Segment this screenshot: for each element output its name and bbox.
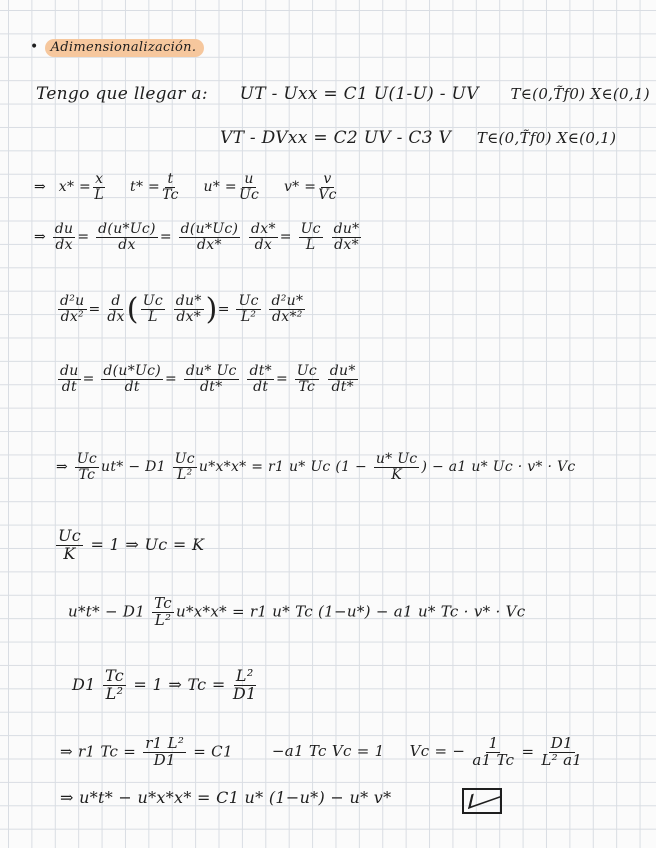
den: dx (55, 236, 73, 253)
fraction (541, 736, 582, 769)
arrow-icon: ⇒ (60, 788, 74, 807)
num: D1 (550, 734, 573, 752)
fraction (249, 222, 278, 252)
num: du* (175, 293, 202, 310)
num: 1 (488, 734, 499, 752)
nondim-equation (68, 596, 525, 629)
equation-u-domain: T∈(0,T̃f0) X∈(0,1) (510, 85, 650, 103)
arrow-icon: ⇒ (60, 742, 73, 761)
num: Uc (142, 293, 164, 310)
fraction (179, 222, 241, 252)
num: d(u*Uc) (98, 221, 156, 237)
den: dx (107, 309, 125, 325)
den: Tc (298, 378, 316, 395)
num: L² (235, 666, 254, 685)
intro-line-1 (36, 84, 650, 104)
u-num: u (244, 171, 254, 187)
term: = (521, 742, 535, 761)
den: dx* (334, 236, 359, 253)
num: d²u* (271, 293, 304, 310)
den: L² (176, 466, 193, 483)
num: r1 L² (145, 734, 185, 752)
term: u*x*x* = r1 u* Uc (1 − (198, 459, 368, 476)
fraction (107, 294, 124, 324)
den: dx* (176, 309, 202, 325)
v-den: Vc (318, 186, 337, 203)
fraction (141, 294, 165, 324)
den: dx (118, 236, 136, 253)
fraction (56, 528, 83, 563)
den: L² (105, 683, 124, 703)
num: dt* (249, 363, 272, 379)
den: L² (240, 309, 257, 325)
fraction (143, 736, 186, 769)
den: dt (61, 378, 77, 395)
constants-line (60, 736, 584, 769)
num: u* Uc (375, 451, 418, 467)
term: ) − a1 u* Uc · v* · Vc (421, 459, 576, 476)
num: Tc (105, 666, 124, 685)
num: Tc (154, 594, 172, 612)
x-star-label: x* = (58, 179, 92, 196)
term: = C1 (193, 742, 233, 761)
intro-prefix: Tengo que llegar a: (36, 84, 208, 104)
u-star-fraction (239, 172, 259, 202)
fraction (328, 364, 358, 394)
num: Uc (238, 293, 259, 310)
num: du (54, 221, 74, 237)
den: K (63, 543, 76, 563)
fraction (374, 452, 420, 482)
substituted-equation (56, 452, 576, 482)
final-equation (60, 788, 391, 807)
den: dx*² (272, 309, 303, 325)
fraction (174, 294, 204, 324)
term: u*t* − D1 (68, 602, 146, 621)
num: Uc (58, 526, 82, 545)
fraction (332, 222, 362, 252)
num: d²u (60, 293, 85, 310)
second-derivative: $\frac{\text{d²u}}{\text{dx²}}$ = $\frac{d}{dx}$ ( $\frac{Uc}{L}$ $\frac{du*}{dx*}$ )= $\frac{Uc}{\text{L²}}$ $\frac{\text{d²u*}}{\text{dx*²}}$ (60, 292, 304, 327)
tc-condition (72, 668, 259, 703)
x-star-fraction (93, 172, 105, 202)
den: D1 (232, 683, 257, 703)
fraction (233, 668, 257, 703)
time-derivative: $\frac{du}{dt}$ = $\frac{d(u*Uc)}{dt}$ = $\frac{du* Uc}{dt*}$ $\frac{dt*}{dt}$ = $\frac{Uc}{Tc}$ $\frac{du*}{dt*}$ (60, 363, 356, 395)
fraction (295, 364, 319, 394)
page-title: Adimensionalización. (45, 39, 205, 57)
fraction (75, 452, 99, 482)
term: Vc = − (409, 742, 466, 761)
fraction (101, 364, 163, 394)
num: du* Uc (185, 363, 237, 379)
equation-u: UT - Uxx = C1 U(1-U) - UV (239, 84, 479, 104)
right-paren: ) (205, 292, 218, 327)
den: D1 (153, 750, 176, 769)
fraction (53, 222, 76, 252)
fraction (269, 294, 305, 324)
term: = 1 ⇒ Tc = (133, 674, 226, 694)
fraction (299, 222, 323, 252)
fraction (103, 668, 126, 703)
u-star-label: u* = (203, 179, 237, 196)
variable-definitions (34, 172, 339, 202)
u-den: Uc (238, 186, 260, 203)
fraction (173, 452, 197, 482)
num: d(u*Uc) (103, 363, 162, 379)
den: L² a1 (541, 750, 583, 769)
den: dx* (197, 236, 222, 253)
fraction (96, 222, 158, 252)
uc-condition (54, 528, 204, 563)
den: dt* (200, 378, 223, 395)
den: a1 Tc (472, 750, 515, 769)
term: ut* − D1 (101, 459, 166, 476)
term: u*x*x* = r1 u* Tc (1−u*) − a1 u* Tc · v* · Vc (176, 602, 526, 621)
equation-v: VT - DVxx = C2 UV - C3 V (220, 128, 452, 148)
term: r1 Tc = (77, 742, 137, 761)
equation-v-domain: T∈(0,T̃f0) X∈(0,1) (476, 129, 617, 147)
fraction (472, 736, 514, 769)
v-star-label: v* = (283, 179, 317, 196)
left-paren: ( (126, 292, 139, 327)
fraction (247, 364, 274, 394)
num: dx* (251, 221, 276, 237)
term: = 1 ⇒ Uc = K (90, 534, 205, 554)
x-num: x (95, 171, 104, 187)
bullet-icon: • (30, 39, 39, 55)
num: du* (333, 221, 360, 237)
num: du (60, 363, 79, 379)
arrow-icon: ⇒ (34, 229, 47, 246)
fraction (152, 596, 174, 629)
num: Uc (296, 363, 317, 379)
num: d (111, 293, 121, 310)
num: Uc (174, 451, 195, 467)
num: Uc (300, 221, 321, 237)
intro-line-2 (220, 128, 616, 148)
t-star-fraction (162, 172, 179, 202)
den: dx (254, 236, 273, 253)
x-den: L (94, 186, 104, 203)
den: Tc (78, 466, 96, 483)
den: dt (253, 378, 269, 395)
chain-rule-first: ⇒ $\frac{du}{dx}$ = $\frac{d(u*Uc)}{dx}$ = $\frac{d(u*Uc)}{dx*}$ $\frac{dx*}{dx}$ = $\frac{Uc}{L}$ $\frac{du*}{dx*}$ (34, 221, 360, 253)
num: du* (329, 363, 356, 379)
checkmark-box-icon (462, 788, 502, 814)
fraction (58, 364, 81, 394)
den: dt (124, 378, 140, 395)
den: dt* (331, 378, 354, 395)
term: −a1 Tc Vc = 1 (271, 742, 385, 761)
den: L (305, 236, 316, 253)
arrow-icon: ⇒ (34, 179, 47, 196)
t-star-label: t* = (130, 179, 161, 196)
num: d(u*Uc) (180, 221, 239, 237)
num: Uc (76, 451, 98, 467)
t-num: t (167, 171, 174, 187)
v-num: v (323, 171, 332, 187)
fraction (236, 294, 260, 324)
den: K (391, 466, 403, 483)
term: u*t* − u*x*x* = C1 u* (1−u*) − u* v* (79, 788, 392, 807)
den: L (148, 309, 158, 325)
fraction (184, 364, 239, 394)
fraction (58, 294, 87, 324)
v-star-fraction (318, 172, 337, 202)
term: D1 (72, 674, 96, 694)
den: dx² (60, 309, 84, 325)
den: L² (154, 610, 172, 629)
arrow-icon: ⇒ (56, 459, 69, 476)
t-den: Tc (162, 186, 179, 203)
section-heading (30, 36, 204, 55)
